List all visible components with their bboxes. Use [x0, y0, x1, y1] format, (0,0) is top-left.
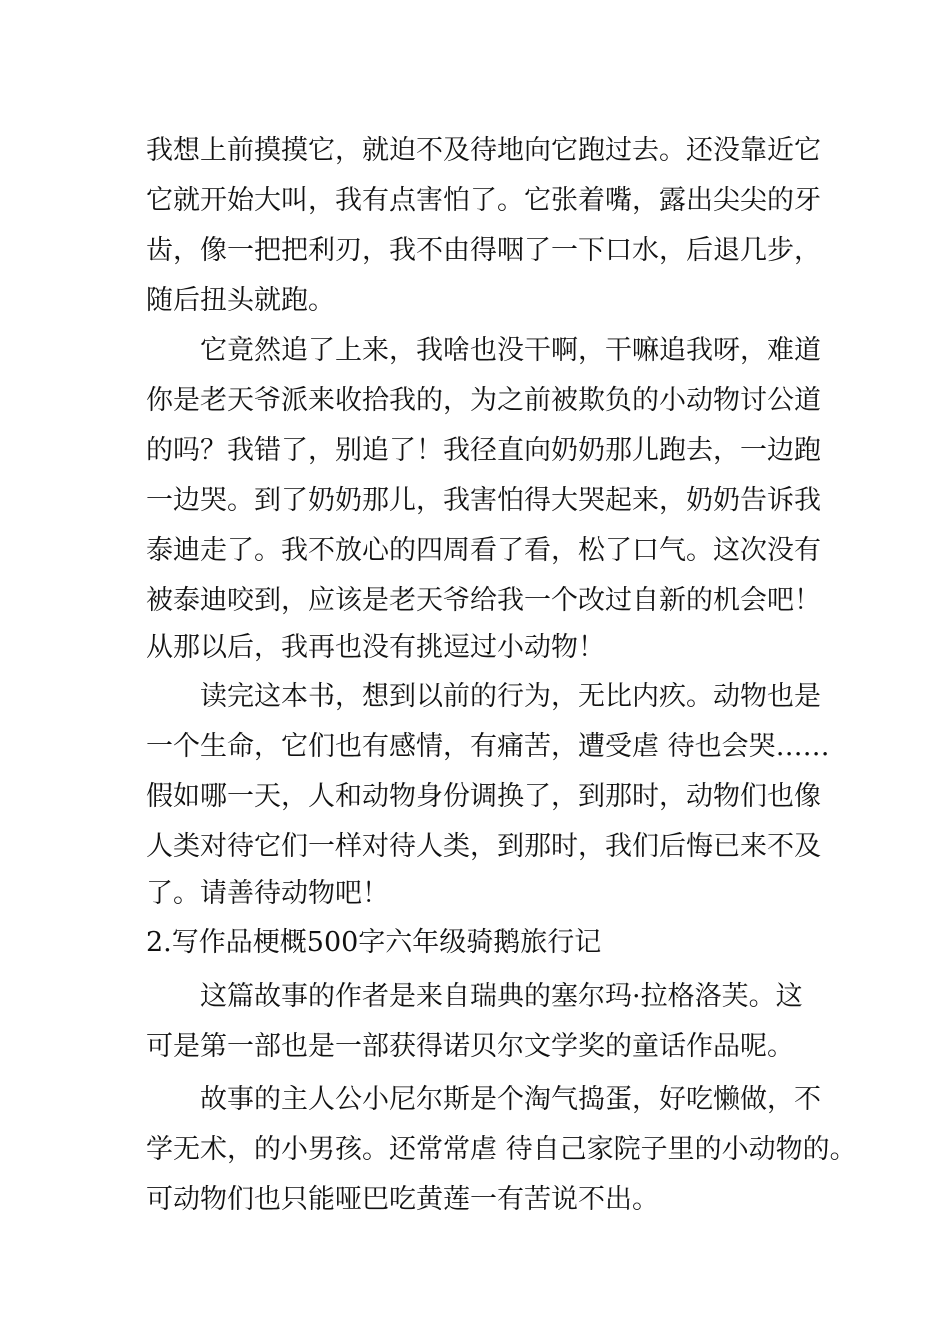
paragraph-first-line: 它竟然追了上来，我啥也没干啊，干嘛追我呀，难道 — [200, 335, 821, 366]
text-line: 从那以后，我再也没有挑逗过小动物！ — [146, 632, 605, 663]
text-line: 人类对待它们一样对待人类，到那时，我们后悔已来不及 — [146, 831, 821, 862]
text-line: 我想上前摸摸它，就迫不及待地向它跑过去。还没靠近它 — [146, 135, 821, 166]
text-line: 它就开始大叫，我有点害怕了。它张着嘴，露出尖尖的牙 — [146, 185, 821, 216]
text-line: 可是第一部也是一部获得诺贝尔文学奖的童话作品呢。 — [146, 1031, 794, 1062]
text-line: 的吗？我错了，别追了！我径直向奶奶那儿跑去，一边跑 — [146, 435, 821, 466]
text-line: 随后扭头就跑。 — [146, 285, 335, 316]
paragraph-first-line: 读完这本书，想到以前的行为，无比内疚。动物也是 — [200, 681, 821, 712]
text-line: 一边哭。到了奶奶那儿，我害怕得大哭起来，奶奶告诉我 — [146, 485, 821, 516]
paragraph-first-line: 故事的主人公小尼尔斯是个淘气捣蛋，好吃懒做，不 — [200, 1084, 821, 1115]
text-line: 假如哪一天，人和动物身份调换了，到那时，动物们也像 — [146, 781, 821, 812]
text-line: 被泰迪咬到，应该是老天爷给我一个改过自新的机会吧！ — [146, 585, 821, 616]
text-line: 你是老天爷派来收拾我的，为之前被欺负的小动物讨公道 — [146, 385, 821, 416]
text-line: 齿，像一把把利刃，我不由得咽了一下口水，后退几步， — [146, 235, 821, 266]
text-line: 泰迪走了。我不放心的四周看了看，松了口气。这次没有 — [146, 535, 821, 566]
text-line: 可动物们也只能哑巴吃黄莲一有苦说不出。 — [146, 1184, 659, 1215]
paragraph-first-line: 这篇故事的作者是来自瑞典的塞尔玛·拉格洛芙。这 — [200, 981, 803, 1012]
text-line: 一个生命，它们也有感情，有痛苦，遭受虐 待也会哭…… — [146, 731, 830, 762]
section-heading: 2.写作品梗概500字六年级骑鹅旅行记 — [146, 927, 602, 958]
text-line: 学无术，的小男孩。还常常虐 待自己家院子里的小动物的。 — [146, 1134, 857, 1165]
text-line: 了。请善待动物吧！ — [146, 878, 389, 909]
